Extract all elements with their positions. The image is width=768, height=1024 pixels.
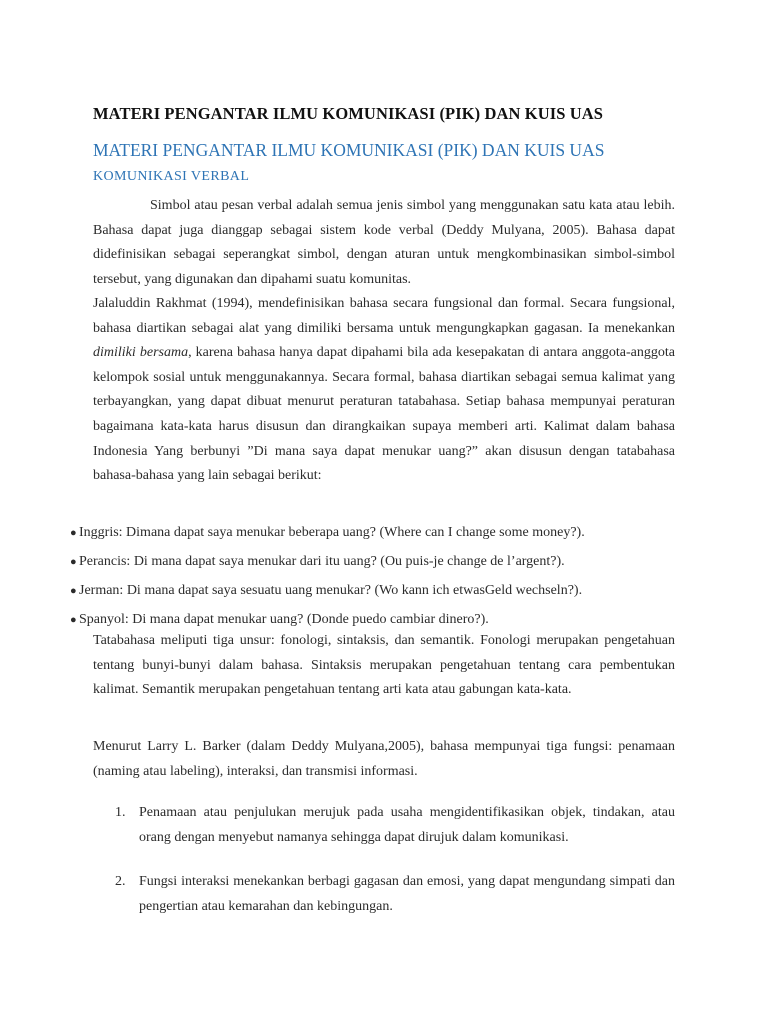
bullet-icon: ● [70,556,77,568]
numbered-item [115,870,675,919]
document-title: MATERI PENGANTAR ILMU KOMUNIKASI (PIK) DAN KUIS UAS [93,104,604,123]
paragraph-rakhmat-part-2: , karena bahasa hanya dapat dipahami bila ada kesepakatan di antara anggota-anggota kelompok sosial untuk menggunakannya. Secara formal, bahasa diartikan sebagai semua kalimat yang terbayangkan, yang dapat dibuat menurut peraturan tatabahasa. Setiap bahasa mempunyai peraturan bagaimana kata-kata harus disusun dan dirangkaikan supaya memberi arti. Kalimat dalam bahasa Indonesia Yang berbunyi ”Di mana saya dapat menukar uang?” akan disusun dengan tatabahasa bahasa-bahasa yang lain sebagai berikut: [93,345,675,484]
numbered-item-text: Penamaan atau penjulukan merujuk pada usaha mengidentifikasikan objek, tindakan, atau orang dengan menyebut namanya sehingga dapat dirujuk dalam komunikasi. [139,805,675,845]
numbered-item [115,801,675,850]
numbered-item-marker: 2. [115,874,126,889]
list-item [70,518,690,547]
list-item-text: Inggris: Dimana dapat saya menukar beberapa uang? (Where can I change some money?). [79,525,585,540]
list-item [70,576,690,605]
paragraph-rakhmat-emphasis: dimiliki bersama [93,345,189,361]
numbered-item-text: Fungsi interaksi menekankan berbagi gagasan dan emosi, yang dapat mengundang simpati dan pengertian atau kemarahan dan kebingungan. [139,874,675,914]
paragraph-barker: Menurut Larry L. Barker (dalam Deddy Mulyana,2005), bahasa mempunyai tiga fungsi: penamaan (naming atau labeling), interaksi, dan transmisi informasi. [93,739,675,779]
language-example-list [70,518,690,634]
bullet-icon: ● [70,527,77,539]
list-item-text: Spanyol: Di mana dapat menukar uang? (Donde puedo cambiar dinero?). [79,612,489,627]
bullet-icon: ● [70,614,77,626]
paragraph-rakhmat [93,292,675,489]
list-item-text: Jerman: Di mana dapat saya sesuatu uang menukar? (Wo kann ich etwasGeld wechseln?). [79,583,583,598]
section-heading: MATERI PENGANTAR ILMU KOMUNIKASI (PIK) DAN KUIS UAS [93,140,605,160]
numbered-item-marker: 1. [115,805,126,820]
section-subheading: KOMUNIKASI VERBAL [93,169,250,184]
paragraph-tatabahasa: Tatabahasa meliputi tiga unsur: fonologi, sintaksis, dan semantik. Fonologi merupakan pengetahuan tentang bunyi-bunyi dalam bahasa. Sintaksis merupakan pengetahuan tentang cara pembentukan kalimat. Semantik merupakan pengetahuan tentang arti kata atau gabungan kata-kata. [93,633,675,698]
list-item-text: Perancis: Di mana dapat saya menukar dari itu uang? (Ou puis-je change de l’argent?). [79,554,565,569]
paragraph-simbol: Simbol atau pesan verbal adalah semua jenis simbol yang menggunakan satu kata atau lebih. Bahasa dapat juga dianggap sebagai sistem kode verbal (Deddy Mulyana, 2005). Bahasa dapat didefinisikan sebagai seperangkat simbol, dengan aturan untuk mengkombinasikan simbol-simbol tersebut, yang digunakan dan dipahami suatu komunitas. [93,198,675,287]
list-item [70,547,690,576]
paragraph-rakhmat-part-1: Jalaluddin Rakhmat (1994), mendefinisikan bahasa secara fungsional dan formal. Secara fungsional, bahasa diartikan sebagai alat yang dimiliki bersama untuk mengungkapkan gagasan. Ia menekankan [93,296,675,336]
bullet-icon: ● [70,585,77,597]
